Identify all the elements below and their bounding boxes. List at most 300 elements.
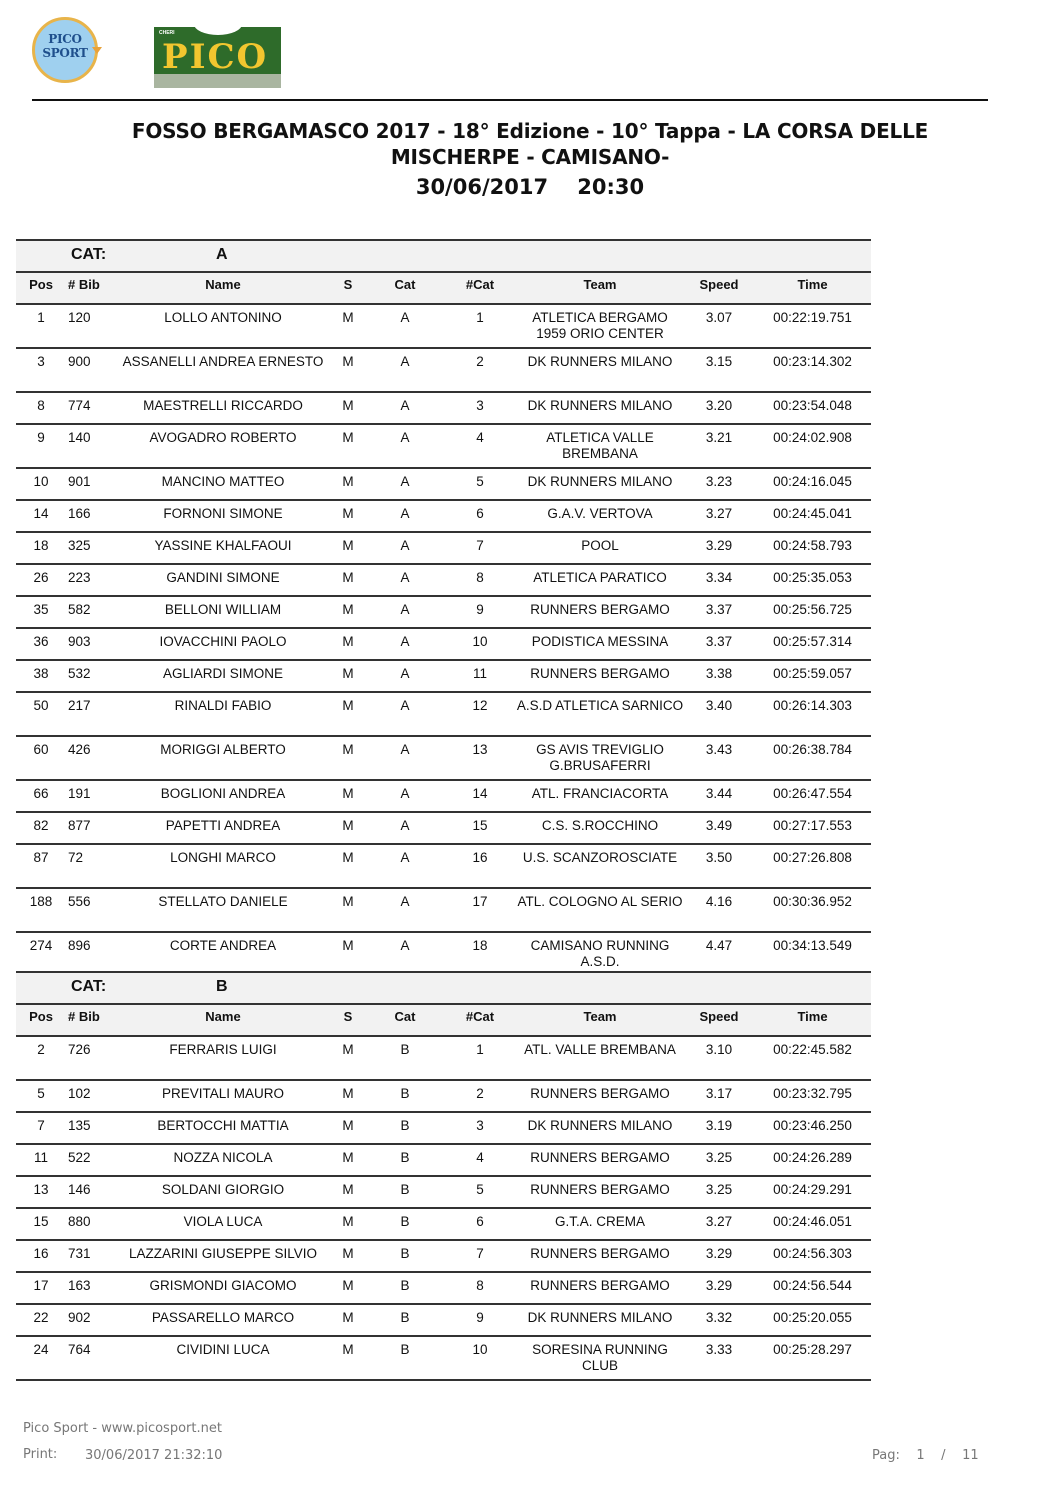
cell-cat-rank: 1 xyxy=(476,1042,484,1057)
cell-pos: 17 xyxy=(33,1278,49,1293)
cell-speed: 3.40 xyxy=(705,698,733,713)
cell-cat: A xyxy=(400,698,410,713)
category-value: A xyxy=(216,246,228,263)
cell-bib: 532 xyxy=(68,666,91,681)
column-header-name: Name xyxy=(205,1009,241,1024)
cell-name: BOGLIONI ANDREA xyxy=(160,786,286,801)
cell-pos: 18 xyxy=(33,538,49,553)
cell-cat: A xyxy=(400,354,410,369)
cell-cat-rank: 12 xyxy=(472,698,488,713)
cell-cat: B xyxy=(400,1310,410,1325)
cell-name: MORIGGI ALBERTO xyxy=(160,742,286,757)
cell-sex: M xyxy=(342,894,354,909)
cell-pos: 11 xyxy=(33,1150,48,1165)
cell-pos: 14 xyxy=(33,506,49,521)
cell-name: PAPETTI ANDREA xyxy=(165,818,281,833)
table-row xyxy=(16,887,871,931)
cell-speed: 3.25 xyxy=(705,1150,733,1165)
cell-sex: M xyxy=(342,818,354,833)
cell-time: 00:25:59.057 xyxy=(773,666,852,681)
cell-cat: A xyxy=(400,570,410,585)
cell-bib: 896 xyxy=(68,938,91,953)
cell-speed: 3.10 xyxy=(705,1042,733,1057)
table-row xyxy=(16,1239,871,1271)
cell-pos: 60 xyxy=(33,742,49,757)
cell-team: ATL. COLOGNO AL SERIO xyxy=(517,894,683,909)
cell-cat: A xyxy=(400,310,410,325)
logo-letters: PICO xyxy=(162,37,269,77)
cell-cat-rank: 3 xyxy=(476,1118,484,1133)
cell-sex: M xyxy=(342,1246,354,1261)
cell-speed: 4.47 xyxy=(705,938,733,953)
cell-name: MANCINO MATTEO xyxy=(161,474,285,489)
cell-cat-rank: 9 xyxy=(476,602,484,617)
cell-team: RUNNERS BERGAMO xyxy=(530,1278,670,1293)
cell-cat: A xyxy=(400,666,410,681)
table-row xyxy=(16,1207,871,1239)
cell-time: 00:34:13.549 xyxy=(773,938,852,953)
category-label: CAT: xyxy=(71,246,107,263)
table-row xyxy=(16,843,871,887)
cell-pos: 15 xyxy=(33,1214,49,1229)
cell-speed: 3.49 xyxy=(705,818,733,833)
cell-time: 00:24:46.051 xyxy=(773,1214,852,1229)
cell-name: PASSARELLO MARCO xyxy=(151,1310,295,1325)
cell-bib: 426 xyxy=(68,742,91,757)
cell-sex: M xyxy=(342,538,354,553)
cell-cat: B xyxy=(400,1042,410,1057)
cell-cat-rank: 2 xyxy=(476,354,484,369)
cell-time: 00:24:16.045 xyxy=(773,474,852,489)
cell-time: 00:25:28.297 xyxy=(773,1342,852,1357)
cell-time: 00:22:19.751 xyxy=(773,310,852,325)
cell-bib: 726 xyxy=(68,1042,91,1057)
cell-time: 00:26:14.303 xyxy=(773,698,852,713)
cell-team: U.S. SCANZOROSCIATE xyxy=(522,850,678,865)
cell-pos: 22 xyxy=(33,1310,49,1325)
cell-sex: M xyxy=(342,474,354,489)
table-row xyxy=(16,423,871,467)
table-row xyxy=(16,563,871,595)
cell-time: 00:26:47.554 xyxy=(773,786,852,801)
cell-bib: 223 xyxy=(68,570,91,585)
cell-name: GANDINI SIMONE xyxy=(166,570,280,585)
cell-speed: 3.15 xyxy=(705,354,733,369)
cell-team: C.S. S.ROCCHINO xyxy=(541,818,659,833)
cell-sex: M xyxy=(342,1182,354,1197)
cell-sex: M xyxy=(342,1042,354,1057)
cell-cat-rank: 5 xyxy=(476,1182,484,1197)
cell-name: VIOLA LUCA xyxy=(183,1214,263,1229)
cell-speed: 3.43 xyxy=(705,742,733,757)
cell-cat-rank: 6 xyxy=(476,1214,484,1229)
table-row xyxy=(16,531,871,563)
cell-cat: B xyxy=(400,1118,410,1133)
cell-speed: 3.33 xyxy=(705,1342,733,1357)
pico-event-logo xyxy=(154,27,281,88)
event-datetime: 30/06/2017 20:30 xyxy=(415,175,645,199)
cell-name: BELLONI WILLIAM xyxy=(164,602,282,617)
column-header-sex: S xyxy=(343,277,353,292)
category-section-b xyxy=(16,971,871,1381)
cell-bib: 903 xyxy=(68,634,91,649)
cell-name: YASSINE KHALFAOUI xyxy=(154,538,292,553)
cell-speed: 3.21 xyxy=(705,430,733,445)
cell-pos: 8 xyxy=(37,398,45,413)
cell-team: SORESINA RUNNING CLUB xyxy=(532,1342,668,1373)
cell-name: CIVIDINI LUCA xyxy=(176,1342,270,1357)
cell-pos: 188 xyxy=(29,894,53,909)
cell-name: AGLIARDI SIMONE xyxy=(162,666,284,681)
cell-team: ATLETICA BERGAMO 1959 ORIO CENTER xyxy=(532,310,668,341)
column-header-cat-rank: #Cat xyxy=(465,1009,495,1024)
cell-sex: M xyxy=(342,354,354,369)
cell-name: MAESTRELLI RICCARDO xyxy=(143,398,303,413)
cell-pos: 82 xyxy=(33,818,49,833)
column-header-bib: # Bib xyxy=(68,277,100,292)
cell-cat: A xyxy=(400,818,410,833)
table-row xyxy=(16,627,871,659)
table-header xyxy=(16,1003,871,1035)
cell-name: BERTOCCHI MATTIA xyxy=(157,1118,289,1133)
cell-time: 00:23:14.302 xyxy=(773,354,852,369)
cell-sex: M xyxy=(342,310,354,325)
cell-name: NOZZA NICOLA xyxy=(173,1150,273,1165)
cell-name: GRISMONDI GIACOMO xyxy=(149,1278,297,1293)
table-row xyxy=(16,1079,871,1111)
table-row xyxy=(16,1175,871,1207)
header-divider xyxy=(32,99,988,101)
column-header-cat-rank: #Cat xyxy=(465,277,495,292)
cell-cat-rank: 18 xyxy=(472,938,488,953)
cell-cat: A xyxy=(400,786,410,801)
cell-cat: B xyxy=(400,1150,410,1165)
table-row xyxy=(16,391,871,423)
cell-name: FERRARIS LUIGI xyxy=(169,1042,277,1057)
cell-sex: M xyxy=(342,1214,354,1229)
column-header-team: Team xyxy=(583,277,617,292)
cell-time: 00:25:35.053 xyxy=(773,570,852,585)
cell-sex: M xyxy=(342,786,354,801)
column-header-cat: Cat xyxy=(394,1009,416,1024)
cell-bib: 72 xyxy=(68,850,84,865)
cell-team: ATL. FRANCIACORTA xyxy=(531,786,669,801)
column-header-speed: Speed xyxy=(699,1009,739,1024)
column-header-sex: S xyxy=(343,1009,353,1024)
column-header-pos: Pos xyxy=(29,277,53,292)
cell-pos: 1 xyxy=(37,310,45,325)
cell-bib: 582 xyxy=(68,602,91,617)
column-header-speed: Speed xyxy=(699,277,739,292)
cell-cat: A xyxy=(400,850,410,865)
table-row xyxy=(16,1143,871,1175)
column-header-pos: Pos xyxy=(29,1009,53,1024)
footer-site: Pico Sport - www.picosport.net xyxy=(23,1421,222,1436)
cell-cat-rank: 17 xyxy=(472,894,488,909)
cell-sex: M xyxy=(342,506,354,521)
footer-print-label: Print: xyxy=(23,1447,58,1462)
cell-pos: 50 xyxy=(33,698,49,713)
cell-cat-rank: 14 xyxy=(472,786,488,801)
cell-name: PREVITALI MAURO xyxy=(161,1086,285,1101)
cell-speed: 3.37 xyxy=(705,602,733,617)
cell-team: ATLETICA VALLE BREMBANA xyxy=(546,430,654,461)
cell-bib: 325 xyxy=(68,538,91,553)
cell-team: DK RUNNERS MILANO xyxy=(527,398,673,413)
cell-cat-rank: 1 xyxy=(476,310,484,325)
cell-time: 00:24:26.289 xyxy=(773,1150,852,1165)
cell-cat-rank: 5 xyxy=(476,474,484,489)
category-value: B xyxy=(216,978,228,995)
cell-pos: 274 xyxy=(29,938,53,953)
cell-team: RUNNERS BERGAMO xyxy=(530,602,670,617)
cell-cat-rank: 8 xyxy=(476,570,484,585)
cell-speed: 3.29 xyxy=(705,1278,733,1293)
cell-name: RINALDI FABIO xyxy=(174,698,272,713)
cell-cat-rank: 7 xyxy=(476,1246,484,1261)
cell-team: RUNNERS BERGAMO xyxy=(530,1246,670,1261)
table-row xyxy=(16,779,871,811)
cell-pos: 7 xyxy=(37,1118,45,1133)
logo-wave-top xyxy=(194,27,242,35)
cell-name: LONGHI MARCO xyxy=(170,850,276,865)
cell-sex: M xyxy=(342,742,354,757)
logo-small-text: CHERI xyxy=(159,30,175,36)
cell-bib: 166 xyxy=(68,506,91,521)
cell-cat: A xyxy=(400,938,410,953)
cell-pos: 2 xyxy=(37,1042,45,1057)
cell-bib: 163 xyxy=(68,1278,91,1293)
cell-team: G.T.A. CREMA xyxy=(554,1214,645,1229)
column-header-time: Time xyxy=(797,1009,828,1024)
cell-time: 00:27:17.553 xyxy=(773,818,852,833)
footer-print-datetime: 30/06/2017 21:32:10 xyxy=(85,1448,223,1463)
cell-pos: 10 xyxy=(33,474,49,489)
cell-speed: 3.27 xyxy=(705,506,733,521)
cell-team: DK RUNNERS MILANO xyxy=(527,1310,673,1325)
cell-bib: 146 xyxy=(68,1182,91,1197)
table-row xyxy=(16,691,871,735)
cell-bib: 120 xyxy=(68,310,91,325)
cell-cat: B xyxy=(400,1278,410,1293)
cell-pos: 16 xyxy=(33,1246,49,1261)
cell-cat-rank: 2 xyxy=(476,1086,484,1101)
cell-pos: 35 xyxy=(33,602,49,617)
cell-name: LOLLO ANTONINO xyxy=(164,310,282,325)
cell-sex: M xyxy=(342,850,354,865)
category-section-a xyxy=(16,239,871,977)
cell-speed: 3.32 xyxy=(705,1310,733,1325)
cell-speed: 3.19 xyxy=(705,1118,733,1133)
cell-team: G.A.V. VERTOVA xyxy=(547,506,653,521)
cell-cat: A xyxy=(400,506,410,521)
cell-cat-rank: 6 xyxy=(476,506,484,521)
cell-sex: M xyxy=(342,1150,354,1165)
cell-speed: 3.38 xyxy=(705,666,733,681)
cell-pos: 66 xyxy=(33,786,49,801)
cell-time: 00:25:20.055 xyxy=(773,1310,852,1325)
cell-cat: A xyxy=(400,398,410,413)
cell-speed: 3.23 xyxy=(705,474,733,489)
table-row xyxy=(16,1111,871,1143)
cell-sex: M xyxy=(342,430,354,445)
cell-cat-rank: 15 xyxy=(472,818,488,833)
cell-team: POOL xyxy=(581,538,619,553)
cell-bib: 731 xyxy=(68,1246,91,1261)
cell-team: DK RUNNERS MILANO xyxy=(527,354,673,369)
cell-name: ASSANELLI ANDREA ERNESTO xyxy=(122,354,324,369)
cell-team: ATLETICA PARATICO xyxy=(533,570,667,585)
column-header-bib: # Bib xyxy=(68,1009,100,1024)
category-bar xyxy=(16,239,871,271)
cell-speed: 3.20 xyxy=(705,398,733,413)
cell-time: 00:25:56.725 xyxy=(773,602,852,617)
cell-cat-rank: 13 xyxy=(472,742,488,757)
cell-name: STELLATO DANIELE xyxy=(158,894,288,909)
table-end-rule xyxy=(16,1379,871,1381)
page-title: FOSSO BERGAMASCO 2017 - 18° Edizione - 10° Tappa - LA CORSA DELLE MISCHERPE - CAMISANO- xyxy=(131,119,929,169)
cell-pos: 3 xyxy=(37,354,45,369)
cell-cat: B xyxy=(400,1342,410,1357)
cell-cat-rank: 4 xyxy=(476,430,484,445)
cell-speed: 3.29 xyxy=(705,1246,733,1261)
cell-team: RUNNERS BERGAMO xyxy=(530,666,670,681)
cell-cat-rank: 11 xyxy=(472,666,487,681)
table-row xyxy=(16,1335,871,1379)
cell-pos: 24 xyxy=(33,1342,49,1357)
table-row xyxy=(16,1035,871,1079)
cell-time: 00:24:02.908 xyxy=(773,430,852,445)
cell-cat-rank: 7 xyxy=(476,538,484,553)
cell-sex: M xyxy=(342,1342,354,1357)
cell-pos: 36 xyxy=(33,634,49,649)
cell-name: CORTE ANDREA xyxy=(169,938,277,953)
pico-sport-logo xyxy=(32,17,102,89)
cell-team: GS AVIS TREVIGLIO G.BRUSAFERRI xyxy=(536,742,664,773)
cell-pos: 9 xyxy=(37,430,45,445)
cell-team: DK RUNNERS MILANO xyxy=(527,1118,673,1133)
cell-pos: 38 xyxy=(33,666,49,681)
cell-speed: 3.07 xyxy=(705,310,733,325)
logo-arrow-icon xyxy=(92,47,102,54)
table-row xyxy=(16,931,871,975)
table-row xyxy=(16,811,871,843)
cell-team: RUNNERS BERGAMO xyxy=(530,1182,670,1197)
table-row xyxy=(16,659,871,691)
cell-sex: M xyxy=(342,570,354,585)
category-label: CAT: xyxy=(71,978,107,995)
cell-time: 00:23:46.250 xyxy=(773,1118,852,1133)
cell-time: 00:26:38.784 xyxy=(773,742,852,757)
logo-text: PICO SPORT xyxy=(42,32,88,60)
cell-bib: 764 xyxy=(68,1342,91,1357)
cell-time: 00:25:57.314 xyxy=(773,634,852,649)
cell-bib: 877 xyxy=(68,818,91,833)
cell-time: 00:24:56.544 xyxy=(773,1278,852,1293)
cell-cat-rank: 9 xyxy=(476,1310,484,1325)
cell-bib: 902 xyxy=(68,1310,91,1325)
cell-team: A.S.D ATLETICA SARNICO xyxy=(516,698,684,713)
cell-time: 00:24:56.303 xyxy=(773,1246,852,1261)
cell-bib: 135 xyxy=(68,1118,91,1133)
cell-bib: 140 xyxy=(68,430,91,445)
cell-cat-rank: 10 xyxy=(472,1342,488,1357)
cell-team: RUNNERS BERGAMO xyxy=(530,1086,670,1101)
cell-sex: M xyxy=(342,1086,354,1101)
cell-speed: 3.27 xyxy=(705,1214,733,1229)
cell-speed: 3.17 xyxy=(705,1086,733,1101)
cell-sex: M xyxy=(342,1278,354,1293)
table-row xyxy=(16,347,871,391)
cell-sex: M xyxy=(342,398,354,413)
cell-speed: 3.29 xyxy=(705,538,733,553)
cell-cat-rank: 8 xyxy=(476,1278,484,1293)
cell-bib: 774 xyxy=(68,398,91,413)
category-bar xyxy=(16,971,871,1003)
footer-page-number: Pag: 1 / 11 xyxy=(872,1448,979,1463)
cell-cat-rank: 3 xyxy=(476,398,484,413)
cell-bib: 880 xyxy=(68,1214,91,1229)
cell-sex: M xyxy=(342,666,354,681)
cell-pos: 87 xyxy=(33,850,49,865)
cell-sex: M xyxy=(342,938,354,953)
cell-cat: A xyxy=(400,602,410,617)
cell-cat: A xyxy=(400,742,410,757)
cell-cat: B xyxy=(400,1246,410,1261)
cell-bib: 901 xyxy=(68,474,91,489)
cell-speed: 3.50 xyxy=(705,850,733,865)
cell-team: ATL. VALLE BREMBANA xyxy=(524,1042,676,1057)
cell-speed: 3.25 xyxy=(705,1182,733,1197)
cell-sex: M xyxy=(342,698,354,713)
cell-cat: A xyxy=(400,894,410,909)
table-row xyxy=(16,467,871,499)
cell-time: 00:23:54.048 xyxy=(773,398,852,413)
cell-cat: A xyxy=(400,474,410,489)
cell-pos: 13 xyxy=(33,1182,49,1197)
table-row xyxy=(16,1271,871,1303)
cell-sex: M xyxy=(342,634,354,649)
cell-bib: 900 xyxy=(68,354,91,369)
column-header-cat: Cat xyxy=(394,277,416,292)
cell-time: 00:24:29.291 xyxy=(773,1182,852,1197)
cell-team: CAMISANO RUNNING A.S.D. xyxy=(530,938,670,969)
table-header xyxy=(16,271,871,303)
cell-time: 00:24:58.793 xyxy=(773,538,852,553)
cell-time: 00:27:26.808 xyxy=(773,850,852,865)
table-row xyxy=(16,303,871,347)
cell-name: IOVACCHINI PAOLO xyxy=(159,634,287,649)
cell-name: SOLDANI GIORGIO xyxy=(161,1182,285,1197)
cell-cat: A xyxy=(400,430,410,445)
cell-cat: B xyxy=(400,1182,410,1197)
cell-name: FORNONI SIMONE xyxy=(163,506,283,521)
cell-speed: 3.34 xyxy=(705,570,733,585)
column-header-time: Time xyxy=(797,277,828,292)
cell-team: DK RUNNERS MILANO xyxy=(527,474,673,489)
cell-cat-rank: 4 xyxy=(476,1150,484,1165)
cell-speed: 3.44 xyxy=(705,786,733,801)
cell-sex: M xyxy=(342,1310,354,1325)
cell-bib: 191 xyxy=(68,786,91,801)
table-row xyxy=(16,1303,871,1335)
cell-time: 00:23:32.795 xyxy=(773,1086,852,1101)
cell-speed: 3.37 xyxy=(705,634,733,649)
cell-cat: B xyxy=(400,1214,410,1229)
cell-cat-rank: 10 xyxy=(472,634,488,649)
table-row xyxy=(16,595,871,627)
cell-cat: A xyxy=(400,538,410,553)
